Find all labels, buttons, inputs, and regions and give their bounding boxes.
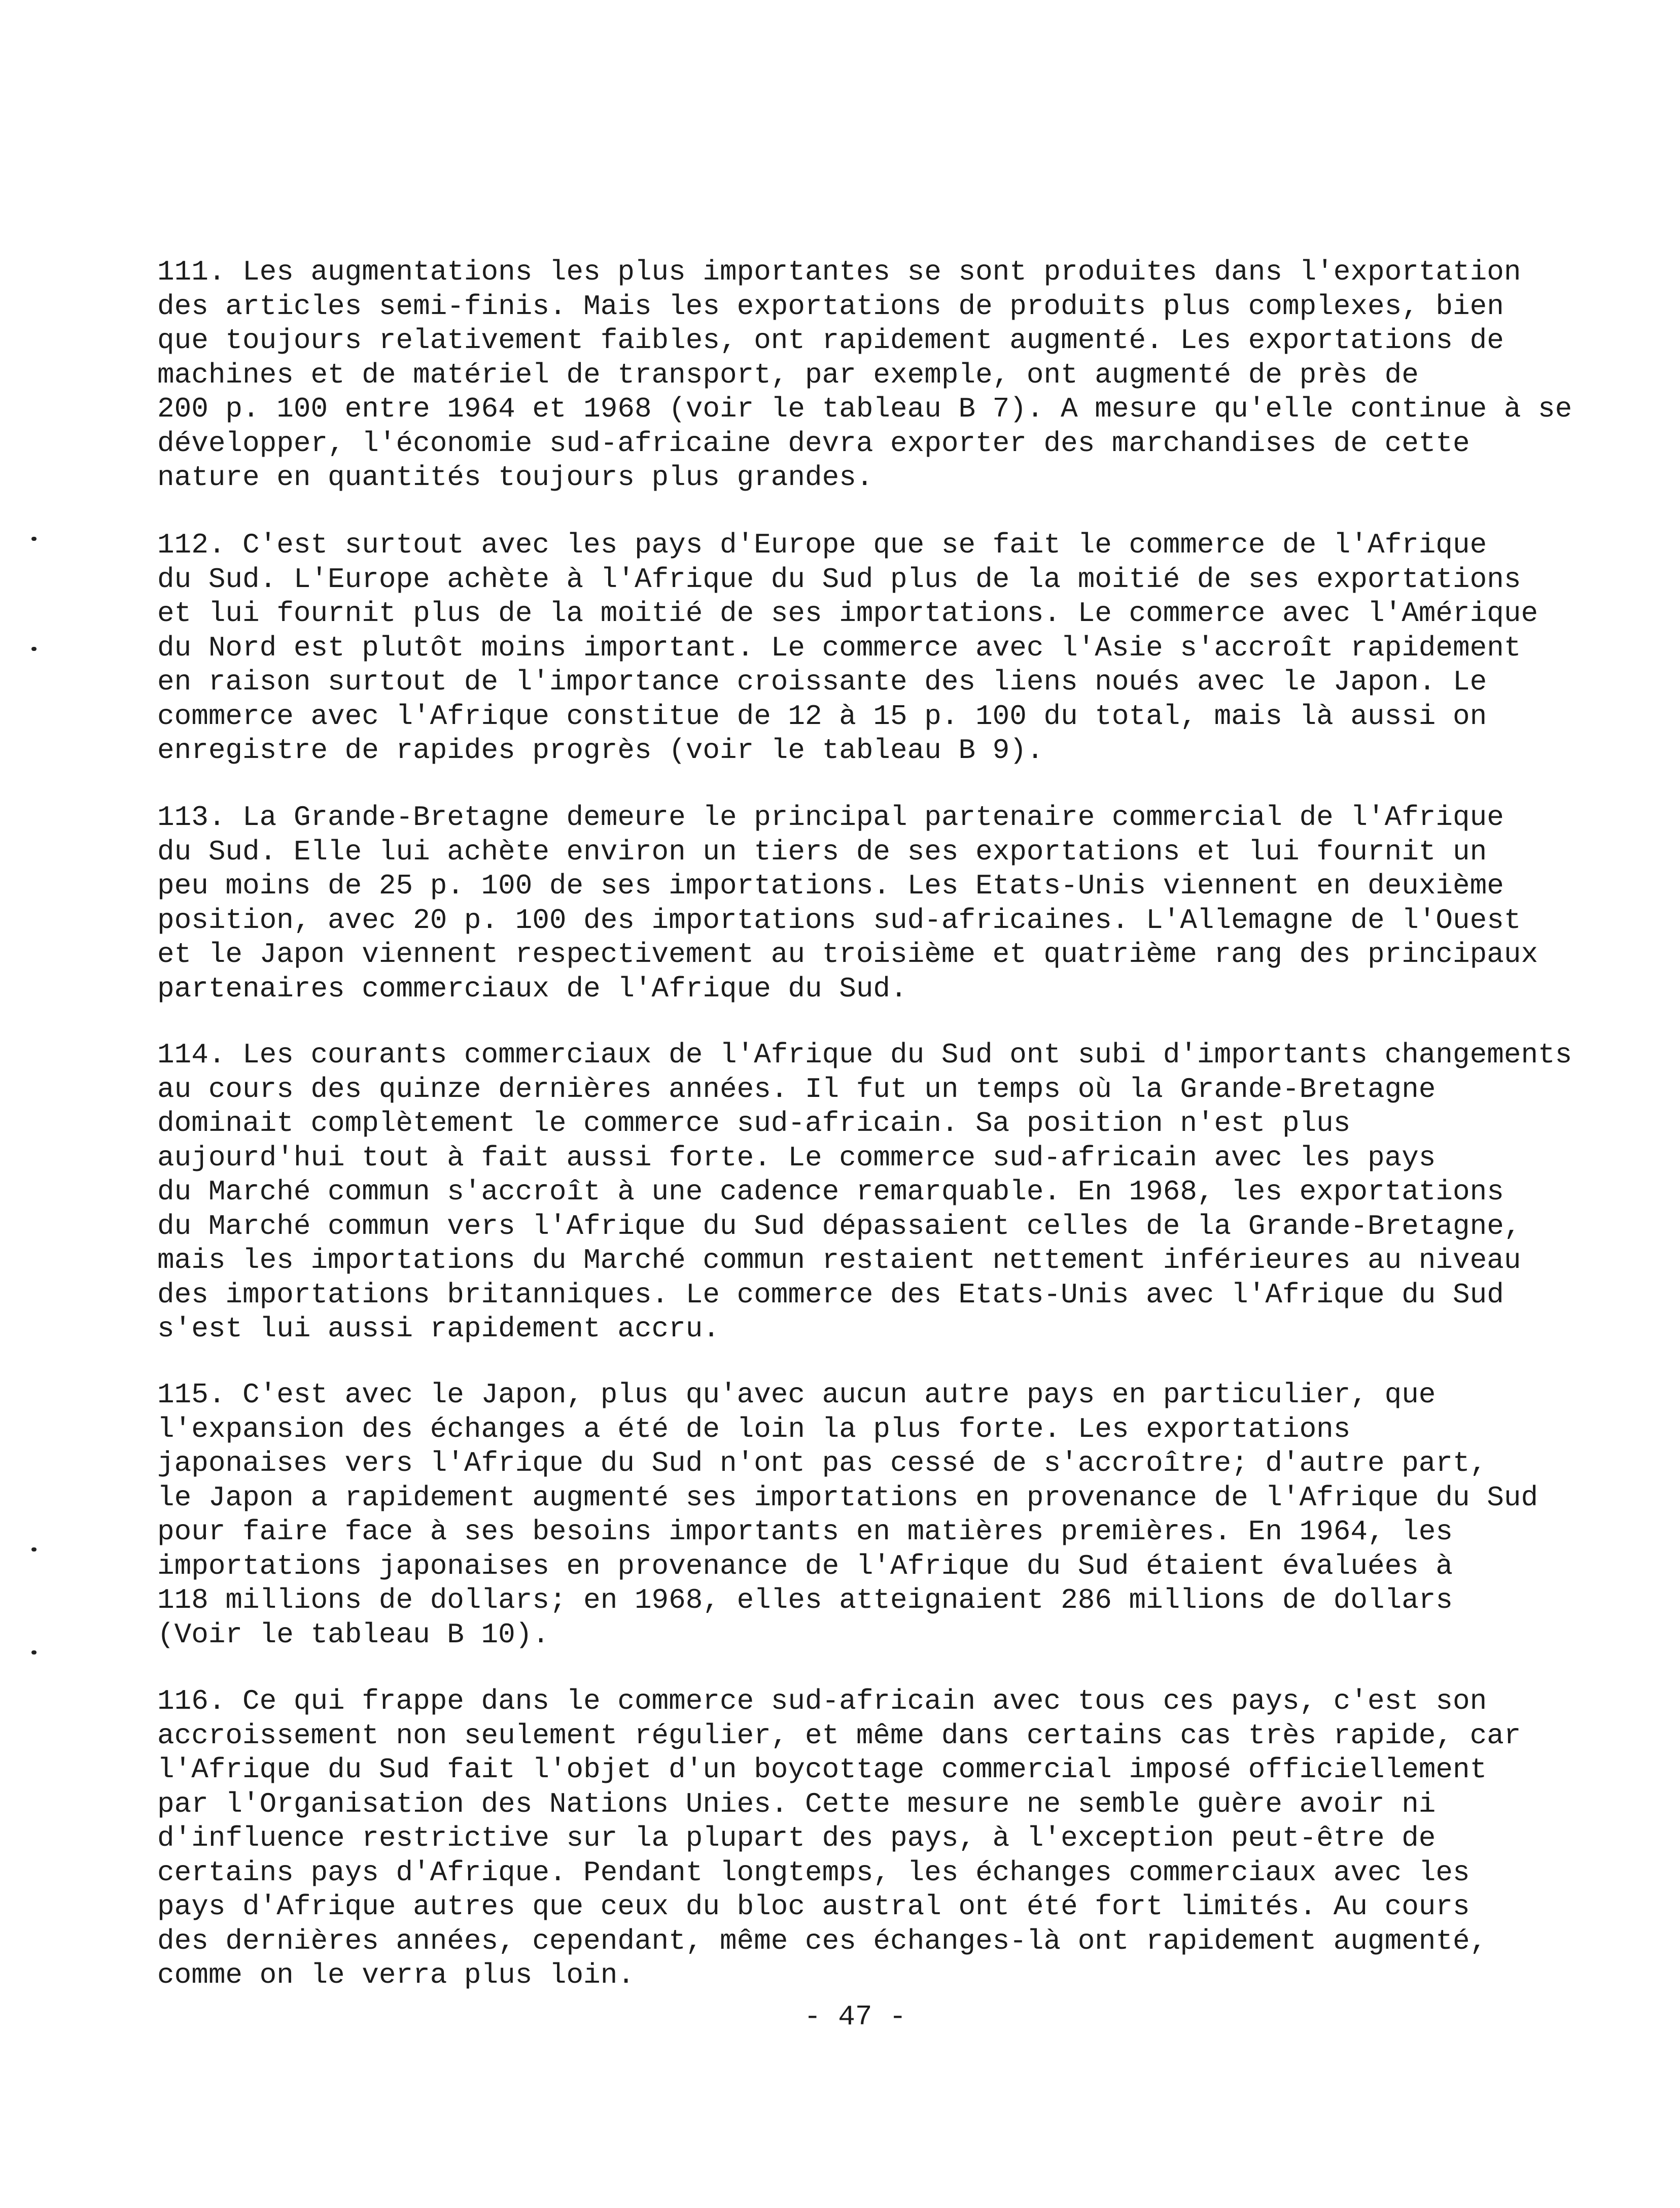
text-line: des dernières années, cependant, même ces échanges-là ont rapidement augmenté, [157, 1924, 1487, 1957]
text-line: partenaires commerciaux de l'Afrique du Sud. [157, 972, 907, 1005]
text-line: du Sud. L'Europe achète à l'Afrique du Sud plus de la moitié de ses exportations [157, 563, 1521, 596]
margin-dot [31, 1650, 37, 1654]
page-number: - 47 - [804, 2000, 906, 2033]
text-line: au cours des quinze dernières années. Il fut un temps où la Grande-Bretagne [157, 1073, 1436, 1106]
margin-dot [31, 1547, 37, 1551]
text-line: commerce avec l'Afrique constitue de 12 à 15 p. 100 du total, mais là aussi on [157, 700, 1487, 733]
text-line: l'expansion des échanges a été de loin la plus forte. Les exportations [157, 1412, 1351, 1445]
text-line: position, avec 20 p. 100 des importations sud-africaines. L'Allemagne de l'Ouest [157, 904, 1521, 937]
text-line: que toujours relativement faibles, ont rapidement augmenté. Les exportations de [157, 324, 1504, 357]
text-line: 118 millions de dollars; en 1968, elles atteignaient 286 millions de dollars [157, 1584, 1453, 1616]
text-line: (Voir le tableau B 10). [157, 1618, 549, 1651]
text-line: pays d'Afrique autres que ceux du bloc austral ont été fort limités. Au cours [157, 1890, 1470, 1923]
text-line: japonaises vers l'Afrique du Sud n'ont pas cessé de s'accroître; d'autre part, [157, 1447, 1487, 1479]
text-line: pour faire face à ses besoins importants en matières premières. En 1964, les [157, 1515, 1453, 1548]
text-line: l'Afrique du Sud fait l'objet d'un boycottage commercial imposé officiellement [157, 1753, 1487, 1786]
text-line: du Sud. Elle lui achète environ un tiers de ses exportations et lui fournit un [157, 835, 1487, 868]
text-line: 112. C'est surtout avec les pays d'Europe que se fait le commerce de l'Afrique [157, 529, 1487, 561]
text-line: mais les importations du Marché commun restaient nettement inférieures au niveau [157, 1244, 1521, 1276]
text-line: 115. C'est avec le Japon, plus qu'avec aucun autre pays en particulier, que [157, 1378, 1436, 1411]
text-line: nature en quantités toujours plus grandes. [157, 461, 873, 494]
text-line: par l'Organisation des Nations Unies. Cette mesure ne semble guère avoir ni [157, 1787, 1436, 1820]
text-line: peu moins de 25 p. 100 de ses importations. Les Etats-Unis viennent en deuxième [157, 870, 1504, 902]
text-line: du Nord est plutôt moins important. Le commerce avec l'Asie s'accroît rapidement [157, 631, 1521, 664]
text-line: des importations britanniques. Le commerce des Etats-Unis avec l'Afrique du Sud [157, 1278, 1504, 1311]
paragraph-114 [157, 1038, 1638, 1347]
text-line: 116. Ce qui frappe dans le commerce sud-africain avec tous ces pays, c'est son [157, 1685, 1487, 1717]
text-line: en raison surtout de l'importance croissante des liens noués avec le Japon. Le [157, 666, 1487, 698]
text-line: le Japon a rapidement augmenté ses importations en provenance de l'Afrique du Sud [157, 1481, 1538, 1514]
text-line: 113. La Grande-Bretagne demeure le principal partenaire commercial de l'Afrique [157, 801, 1504, 834]
text-line: s'est lui aussi rapidement accru. [157, 1313, 720, 1345]
paragraph-115 [157, 1378, 1638, 1652]
paragraph-112 [157, 528, 1638, 768]
margin-dot [31, 537, 37, 541]
text-line: et le Japon viennent respectivement au troisième et quatrième rang des principaux [157, 938, 1538, 971]
text-line: développer, l'économie sud-africaine devra exporter des marchandises de cette [157, 427, 1470, 460]
text-line: importations japonaises en provenance de l'Afrique du Sud étaient évaluées à [157, 1549, 1453, 1582]
text-line: accroissement non seulement régulier, et même dans certains cas très rapide, car [157, 1719, 1521, 1752]
paragraph-116 [157, 1684, 1638, 1993]
text-line: d'influence restrictive sur la plupart des pays, à l'exception peut-être de [157, 1822, 1436, 1854]
text-line: du Marché commun s'accroît à une cadence remarquable. En 1968, les exportations [157, 1176, 1504, 1208]
text-line: des articles semi-finis. Mais les exportations de produits plus complexes, bien [157, 290, 1504, 323]
text-line: aujourd'hui tout à fait aussi forte. Le commerce sud-africain avec les pays [157, 1141, 1436, 1174]
text-line: machines et de matériel de transport, par exemple, ont augmenté de près de [157, 358, 1419, 391]
text-line: dominait complètement le commerce sud-africain. Sa position n'est plus [157, 1107, 1351, 1140]
text-line: 114. Les courants commerciaux de l'Afrique du Sud ont subi d'importants changements [157, 1039, 1572, 1071]
margin-dot [31, 647, 37, 651]
paragraph-111 [157, 255, 1638, 495]
text-line: 200 p. 100 entre 1964 et 1968 (voir le tableau B 7). A mesure qu'elle continue à se [157, 393, 1572, 425]
text-line: certains pays d'Afrique. Pendant longtemps, les échanges commerciaux avec les [157, 1856, 1470, 1889]
text-line: du Marché commun vers l'Afrique du Sud dépassaient celles de la Grande-Bretagne, [157, 1210, 1521, 1243]
text-line: enregistre de rapides progrès (voir le tableau B 9). [157, 734, 1044, 767]
text-line: comme on le verra plus loin. [157, 1959, 635, 1991]
text-line: et lui fournit plus de la moitié de ses importations. Le commerce avec l'Amérique [157, 597, 1538, 630]
text-line: 111. Les augmentations les plus importantes se sont produites dans l'exportation [157, 256, 1521, 288]
paragraph-113 [157, 801, 1638, 1006]
